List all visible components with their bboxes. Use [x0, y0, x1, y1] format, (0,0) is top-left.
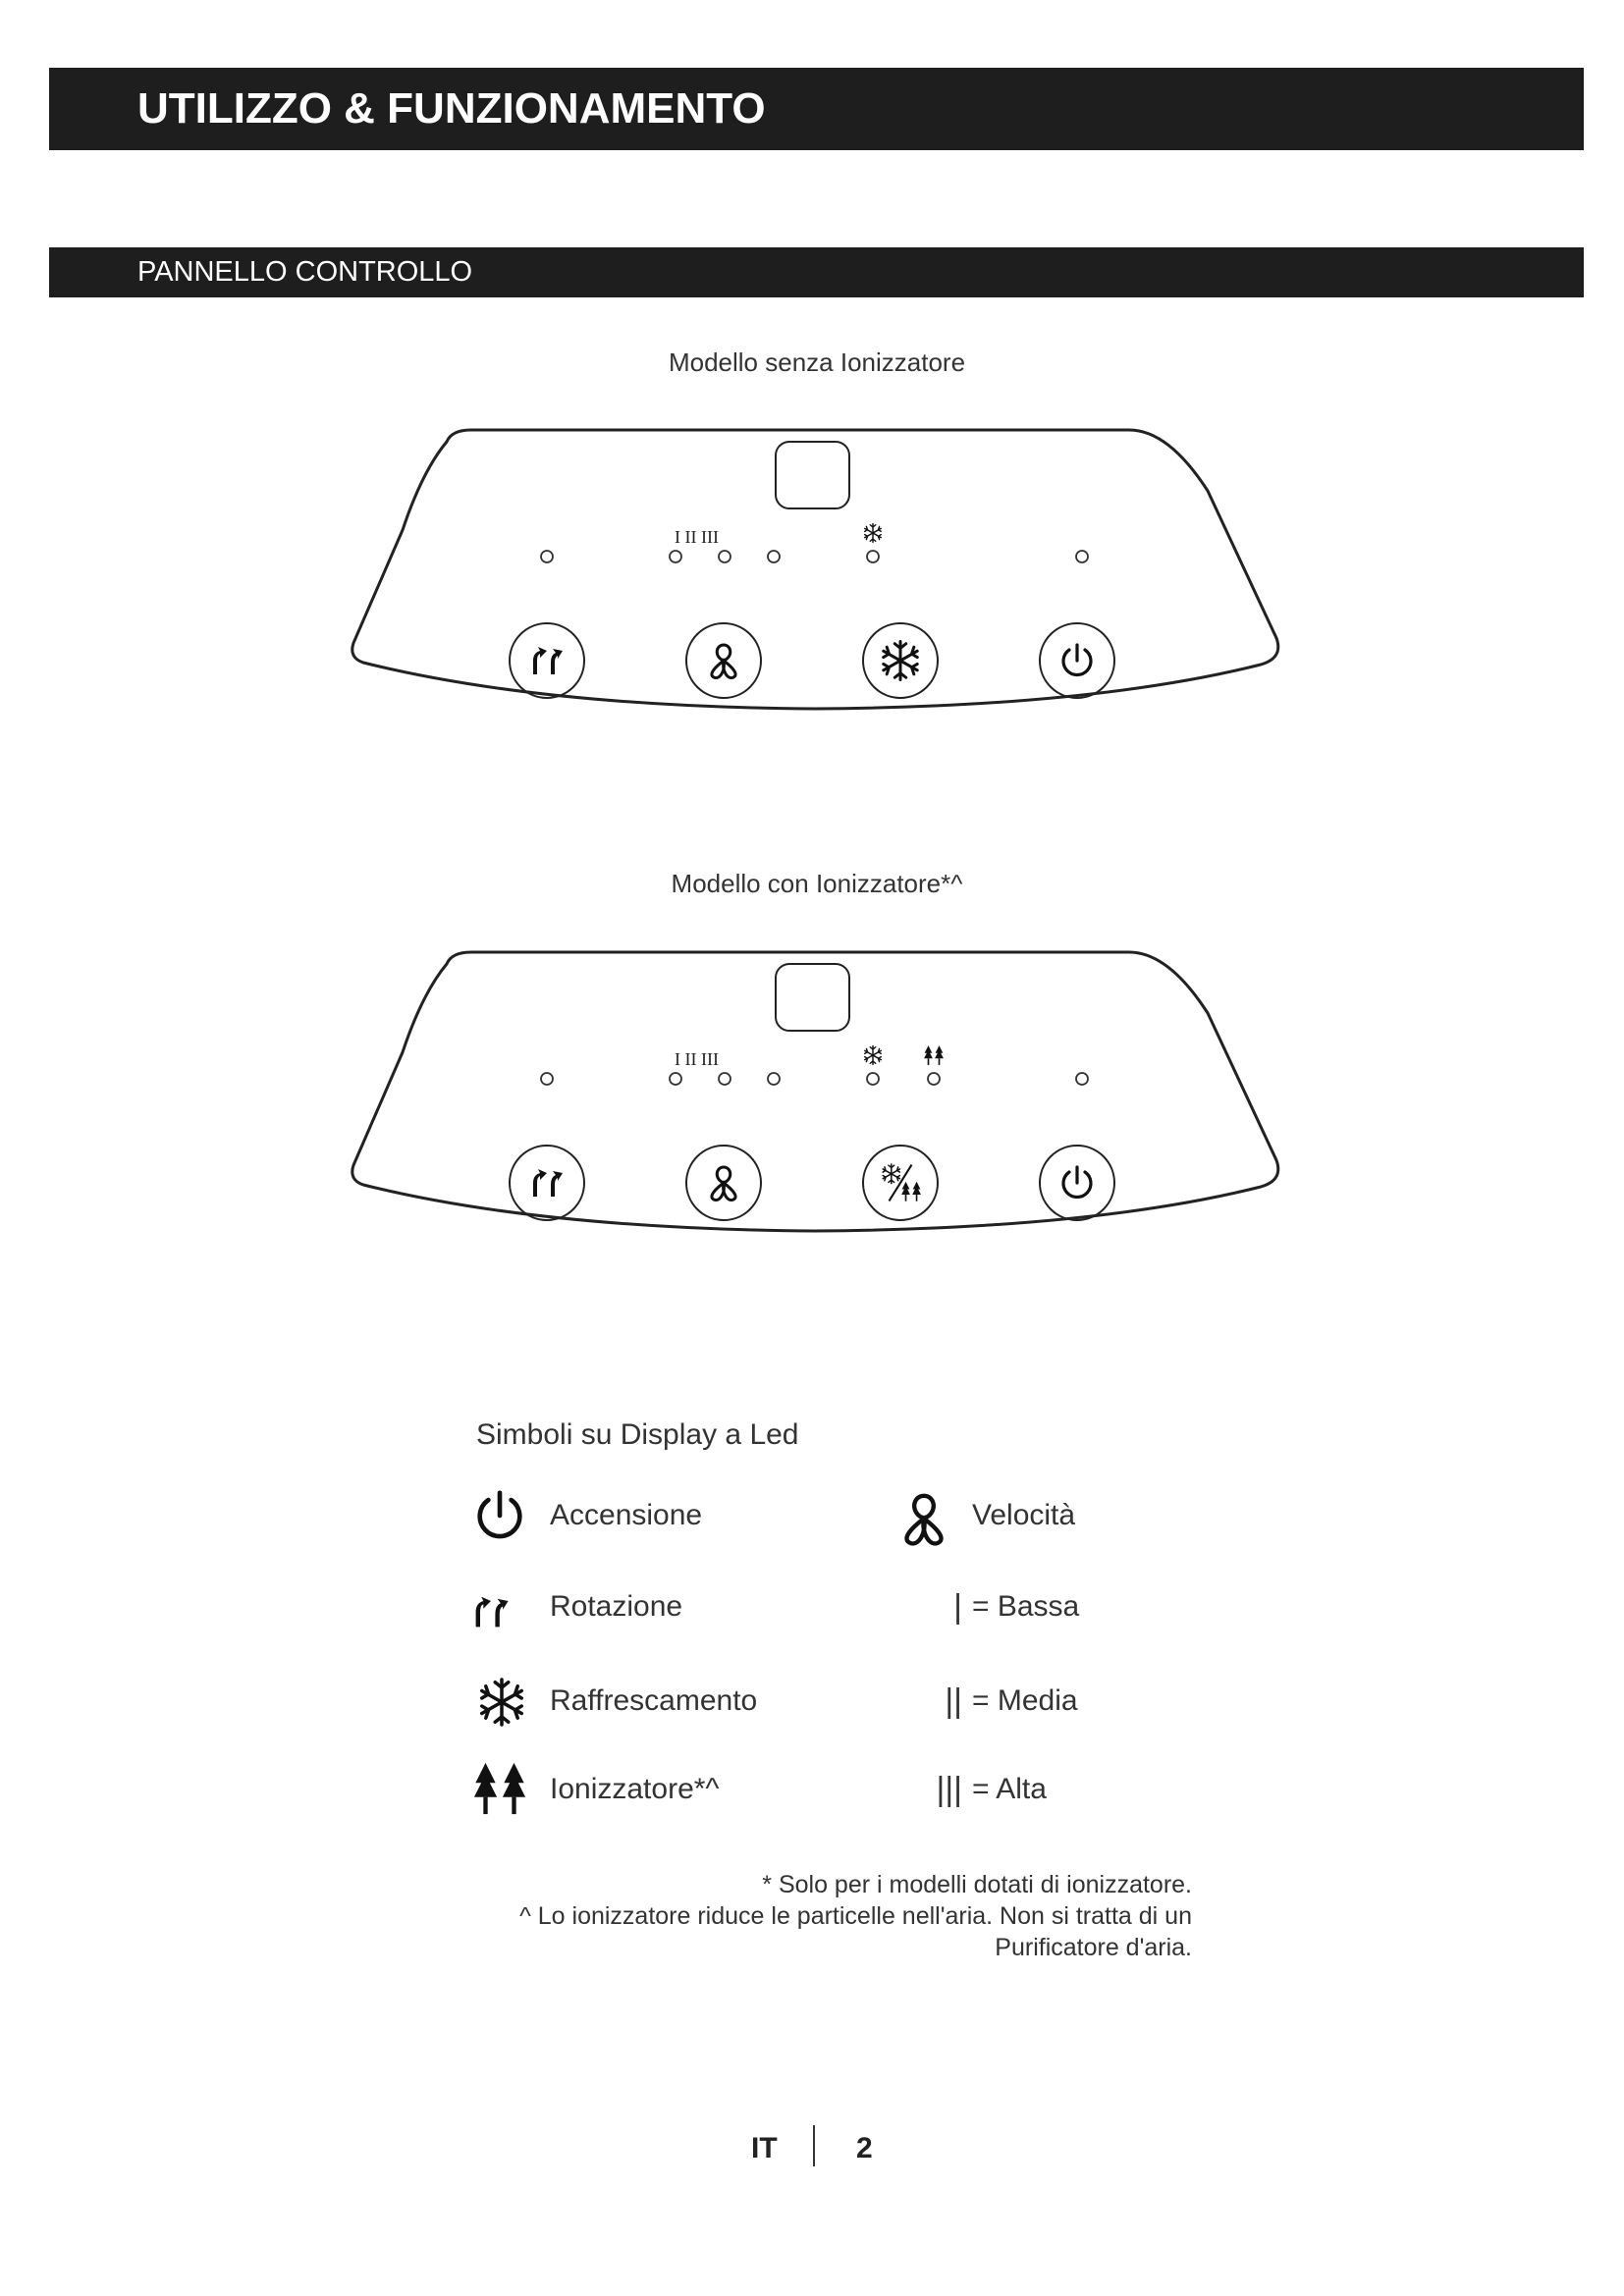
note-not-purifier: Purificatore d'aria.	[995, 1934, 1192, 1961]
snowflake-icon	[475, 1676, 528, 1729]
speed-high-label: = Alta	[972, 1773, 1047, 1805]
led-speed-1	[670, 1073, 681, 1085]
trees-indicator-icon	[924, 1045, 944, 1065]
legend-ionizer-label: Ionizzatore*^	[550, 1773, 720, 1805]
rotation-button	[510, 623, 584, 698]
led-ionizer	[928, 1073, 940, 1085]
speed-medium-label: = Media	[972, 1684, 1078, 1717]
legend-cooling-label: Raffrescamento	[550, 1684, 758, 1717]
led-speed-2	[719, 551, 731, 562]
speed-medium-mark: ||	[945, 1682, 962, 1720]
snowflake-indicator-icon	[865, 1046, 882, 1065]
led-cooling	[867, 1073, 879, 1085]
snowflake-icon	[884, 641, 918, 679]
footer-language: IT	[751, 2132, 778, 2164]
speed-marks: I II III	[675, 527, 719, 547]
led-speed-1	[670, 551, 681, 562]
legend-speed-label: Velocità	[972, 1499, 1076, 1531]
legend-title: Simboli su Display a Led	[476, 1418, 799, 1451]
control-panel-with-ionizer	[344, 934, 1286, 1327]
footer-divider	[813, 2125, 815, 2166]
panel-outline	[352, 952, 1278, 1231]
snowflake-indicator-icon	[865, 524, 882, 543]
legend-power-label: Accensione	[550, 1499, 703, 1531]
rotation-icon	[469, 1590, 513, 1633]
led-power	[1076, 551, 1088, 562]
led-power	[1076, 1073, 1088, 1085]
trees-icon	[471, 1760, 528, 1817]
fan-icon	[712, 645, 735, 678]
power-icon	[471, 1487, 528, 1544]
led-speed-3	[768, 1073, 780, 1085]
rotation-button	[510, 1146, 584, 1220]
led-cooling	[867, 551, 879, 562]
section-title-bar	[49, 247, 1584, 297]
speed-low-mark: |	[953, 1588, 962, 1626]
power-icon	[1063, 1167, 1091, 1197]
panel-caption-without-ionizer: Modello senza Ionizzatore	[668, 347, 966, 377]
page-title: UTILIZZO & FUNZIONAMENTO	[137, 84, 766, 133]
led-rotation	[541, 1073, 553, 1085]
snowflake-trees-icon	[883, 1164, 921, 1201]
control-panel-without-ionizer	[344, 412, 1286, 805]
rotation-icon	[533, 1169, 563, 1197]
note-ionizer-models: * Solo per i modelli dotati di ionizzatore.	[762, 1871, 1192, 1898]
rotation-icon	[533, 647, 563, 674]
note-ionizer-particles: ^ Lo ionizzatore riduce le particelle nell'aria. Non si tratta di un	[519, 1902, 1192, 1930]
display-window	[776, 964, 849, 1031]
led-speed-2	[719, 1073, 731, 1085]
legend-rotation-label: Rotazione	[550, 1590, 683, 1623]
speed-high-mark: |||	[936, 1771, 962, 1808]
led-speed-3	[768, 551, 780, 562]
display-window	[776, 442, 849, 508]
section-title: PANNELLO CONTROLLO	[137, 256, 473, 288]
panel-outline	[352, 430, 1278, 709]
speed-low-label: = Bassa	[972, 1590, 1080, 1623]
panel-caption-with-ionizer: Modello con Ionizzatore*^	[671, 869, 963, 898]
led-rotation	[541, 551, 553, 562]
page-number: 2	[856, 2132, 873, 2164]
page-title-bar	[49, 68, 1584, 150]
speed-marks: I II III	[675, 1049, 719, 1069]
fan-icon	[895, 1490, 952, 1547]
fan-icon	[712, 1167, 735, 1201]
power-icon	[1063, 645, 1091, 674]
